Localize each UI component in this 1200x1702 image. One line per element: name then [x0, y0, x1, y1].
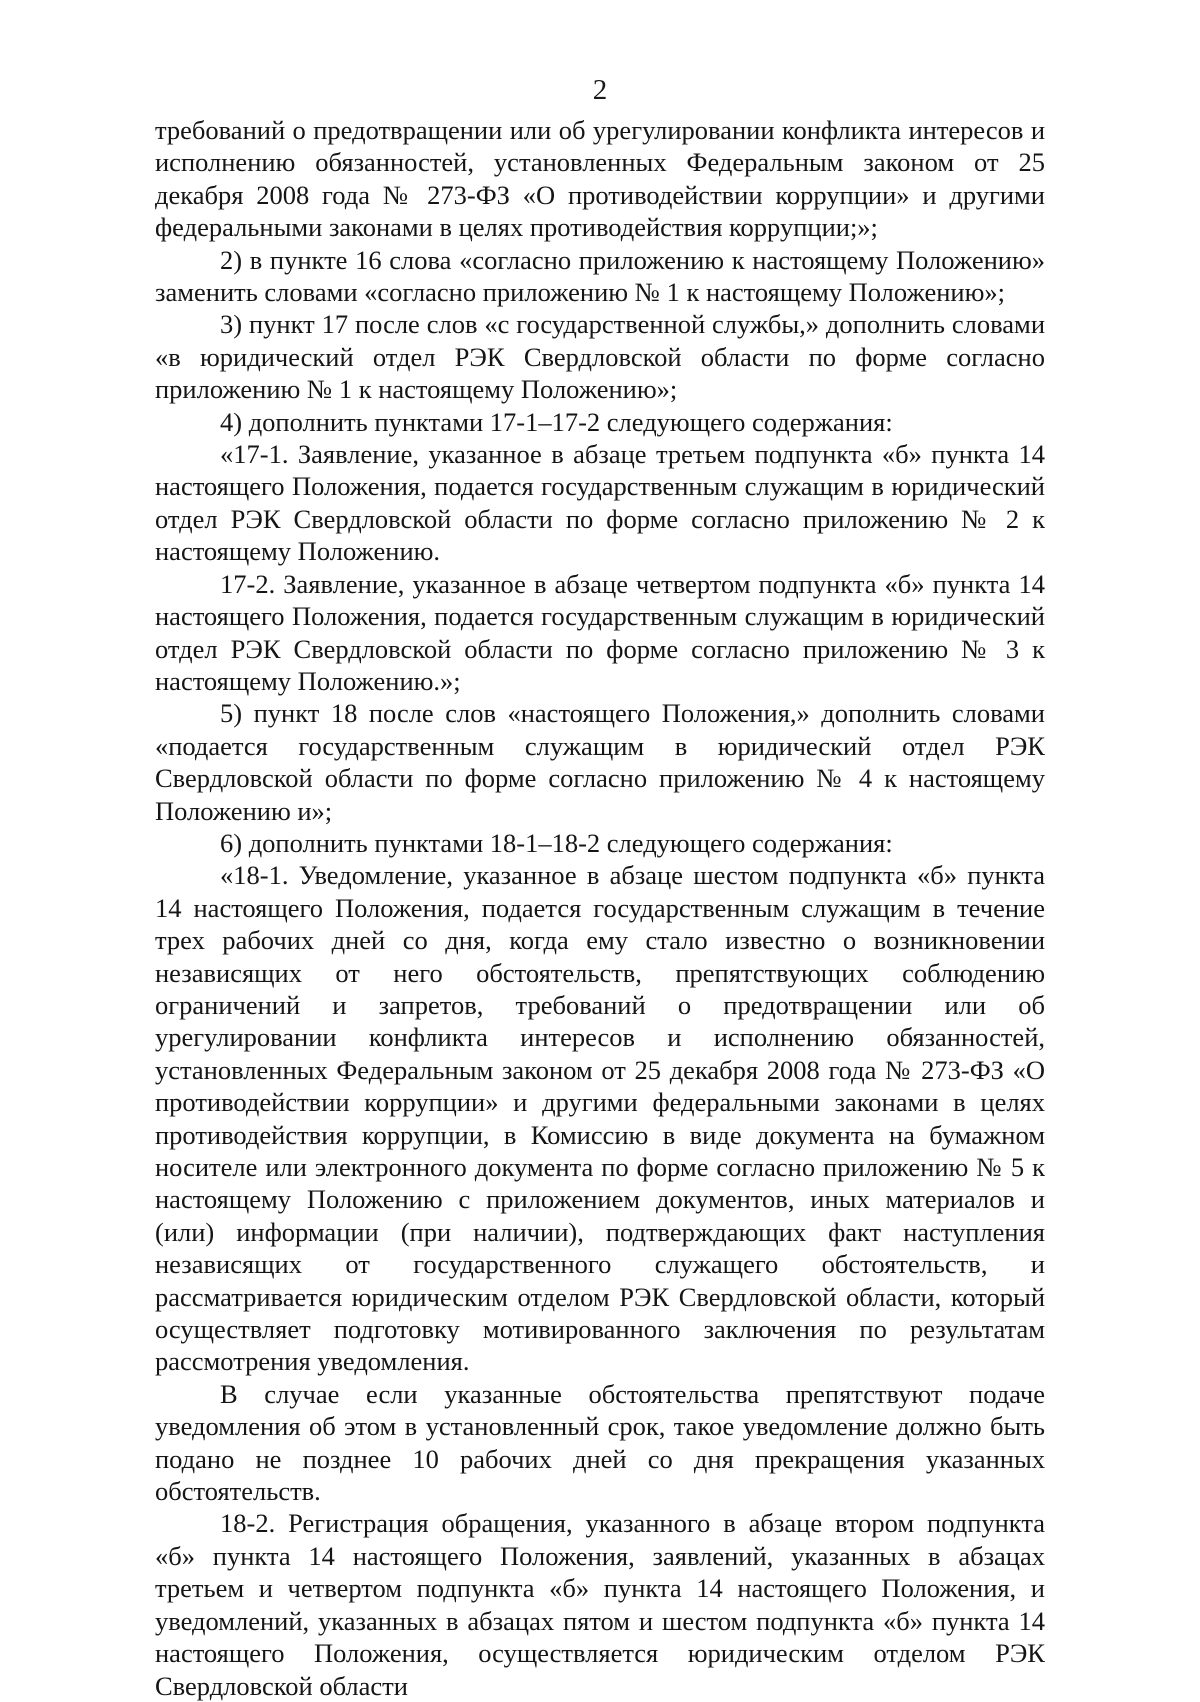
paragraph-clause-18-2: 18-2. Регистрация обращения, указанного в абзаце втором подпункта «б» пункта 14 настоящего Положения, заявлений, указанных в абзацах третьем и четвертом подпункта «б» пункта 14 настоящего Положения, и уведомлений, указанных в абзацах пятом и шестом подпункта «б» пункта 14 настоящего Положения, осуществляется юридическим отделом РЭК Свердловской области: [155, 1508, 1045, 1701]
paragraph-clause-17-2: 17-2. Заявление, указанное в абзаце четвертом подпункта «б» пункта 14 настоящего Положения, подается государственным служащим в юридический отдел РЭК Свердловской области по форме согласно приложению № 3 к настоящему Положению.»;: [155, 568, 1045, 696]
paragraph-clause-18-1: «18-1. Уведомление, указанное в абзаце шестом подпункта «б» пункта 14 настоящего Положения, подается государственным служащим в течение трех рабочих дней со дня, когда ему стало известно о возникновении независящих от него обстоятельств, препятствующих соблюдению ограничений и запретов, требований о предотвращении или об урегулировании конфликта интересов и исполнению обязанностей, установленных Федеральным законом от 25 декабря 2008 года № 273-ФЗ «О противодействии коррупции» и другими федеральными законами в целях противодействия коррупции, в Комиссию в виде документа на бумажном носителе или электронного документа по форме согласно приложению № 5 к настоящему Положению с приложением документов, иных материалов и (или) информации (при наличии), подтверждающих факт наступления независящих от государственного служащего обстоятельств, и рассматривается юридическим отделом РЭК Свердловской области, который осуществляет подготовку мотивированного заключения по результатам рассмотрения уведомления.: [155, 860, 1045, 1377]
paragraph-continuation: требований о предотвращении или об урегулировании конфликта интересов и исполнению обязанностей, установленных Федеральным законом от 25 декабря 2008 года № 273-ФЗ «О противодействии коррупции» и другими федеральными законами в целях противодействия коррупции;»;: [155, 115, 1045, 243]
page-number: 2: [592, 74, 608, 106]
paragraph-item-3: 3) пункт 17 после слов «с государственной службы,» дополнить словами «в юридический отдел РЭК Свердловской области по форме согласно приложению № 1 к настоящему Положению»;: [155, 309, 1045, 405]
document-body: [155, 114, 1045, 1702]
paragraph-item-4: 4) дополнить пунктами 17-1–17-2 следующего содержания:: [220, 406, 893, 437]
paragraph-clause-18-1-note: В случае если указанные обстоятельства препятствуют подаче уведомления об этом в установленный срок, такое уведомление должно быть подано не позднее 10 рабочих дней со дня прекращения указанных обстоятельств.: [155, 1378, 1045, 1507]
paragraph-item-5: 5) пункт 18 после слов «настоящего Положения,» дополнить словами «подается государственным служащим в юридический отдел РЭК Свердловской области по форме согласно приложению № 4 к настоящему Положению и»;: [155, 698, 1045, 826]
paragraph-item-2: 2) в пункте 16 слова «согласно приложению к настоящему Положению» заменить словами «согласно приложению № 1 к настоящему Положению»;: [155, 244, 1045, 308]
paragraph-item-6: 6) дополнить пунктами 18-1–18-2 следующего содержания:: [220, 827, 893, 858]
paragraph-clause-17-1: «17-1. Заявление, указанное в абзаце третьем подпункта «б» пункта 14 настоящего Положения, подается государственным служащим в юридический отдел РЭК Свердловской области по форме согласно приложению № 2 к настоящему Положению.: [155, 439, 1045, 567]
